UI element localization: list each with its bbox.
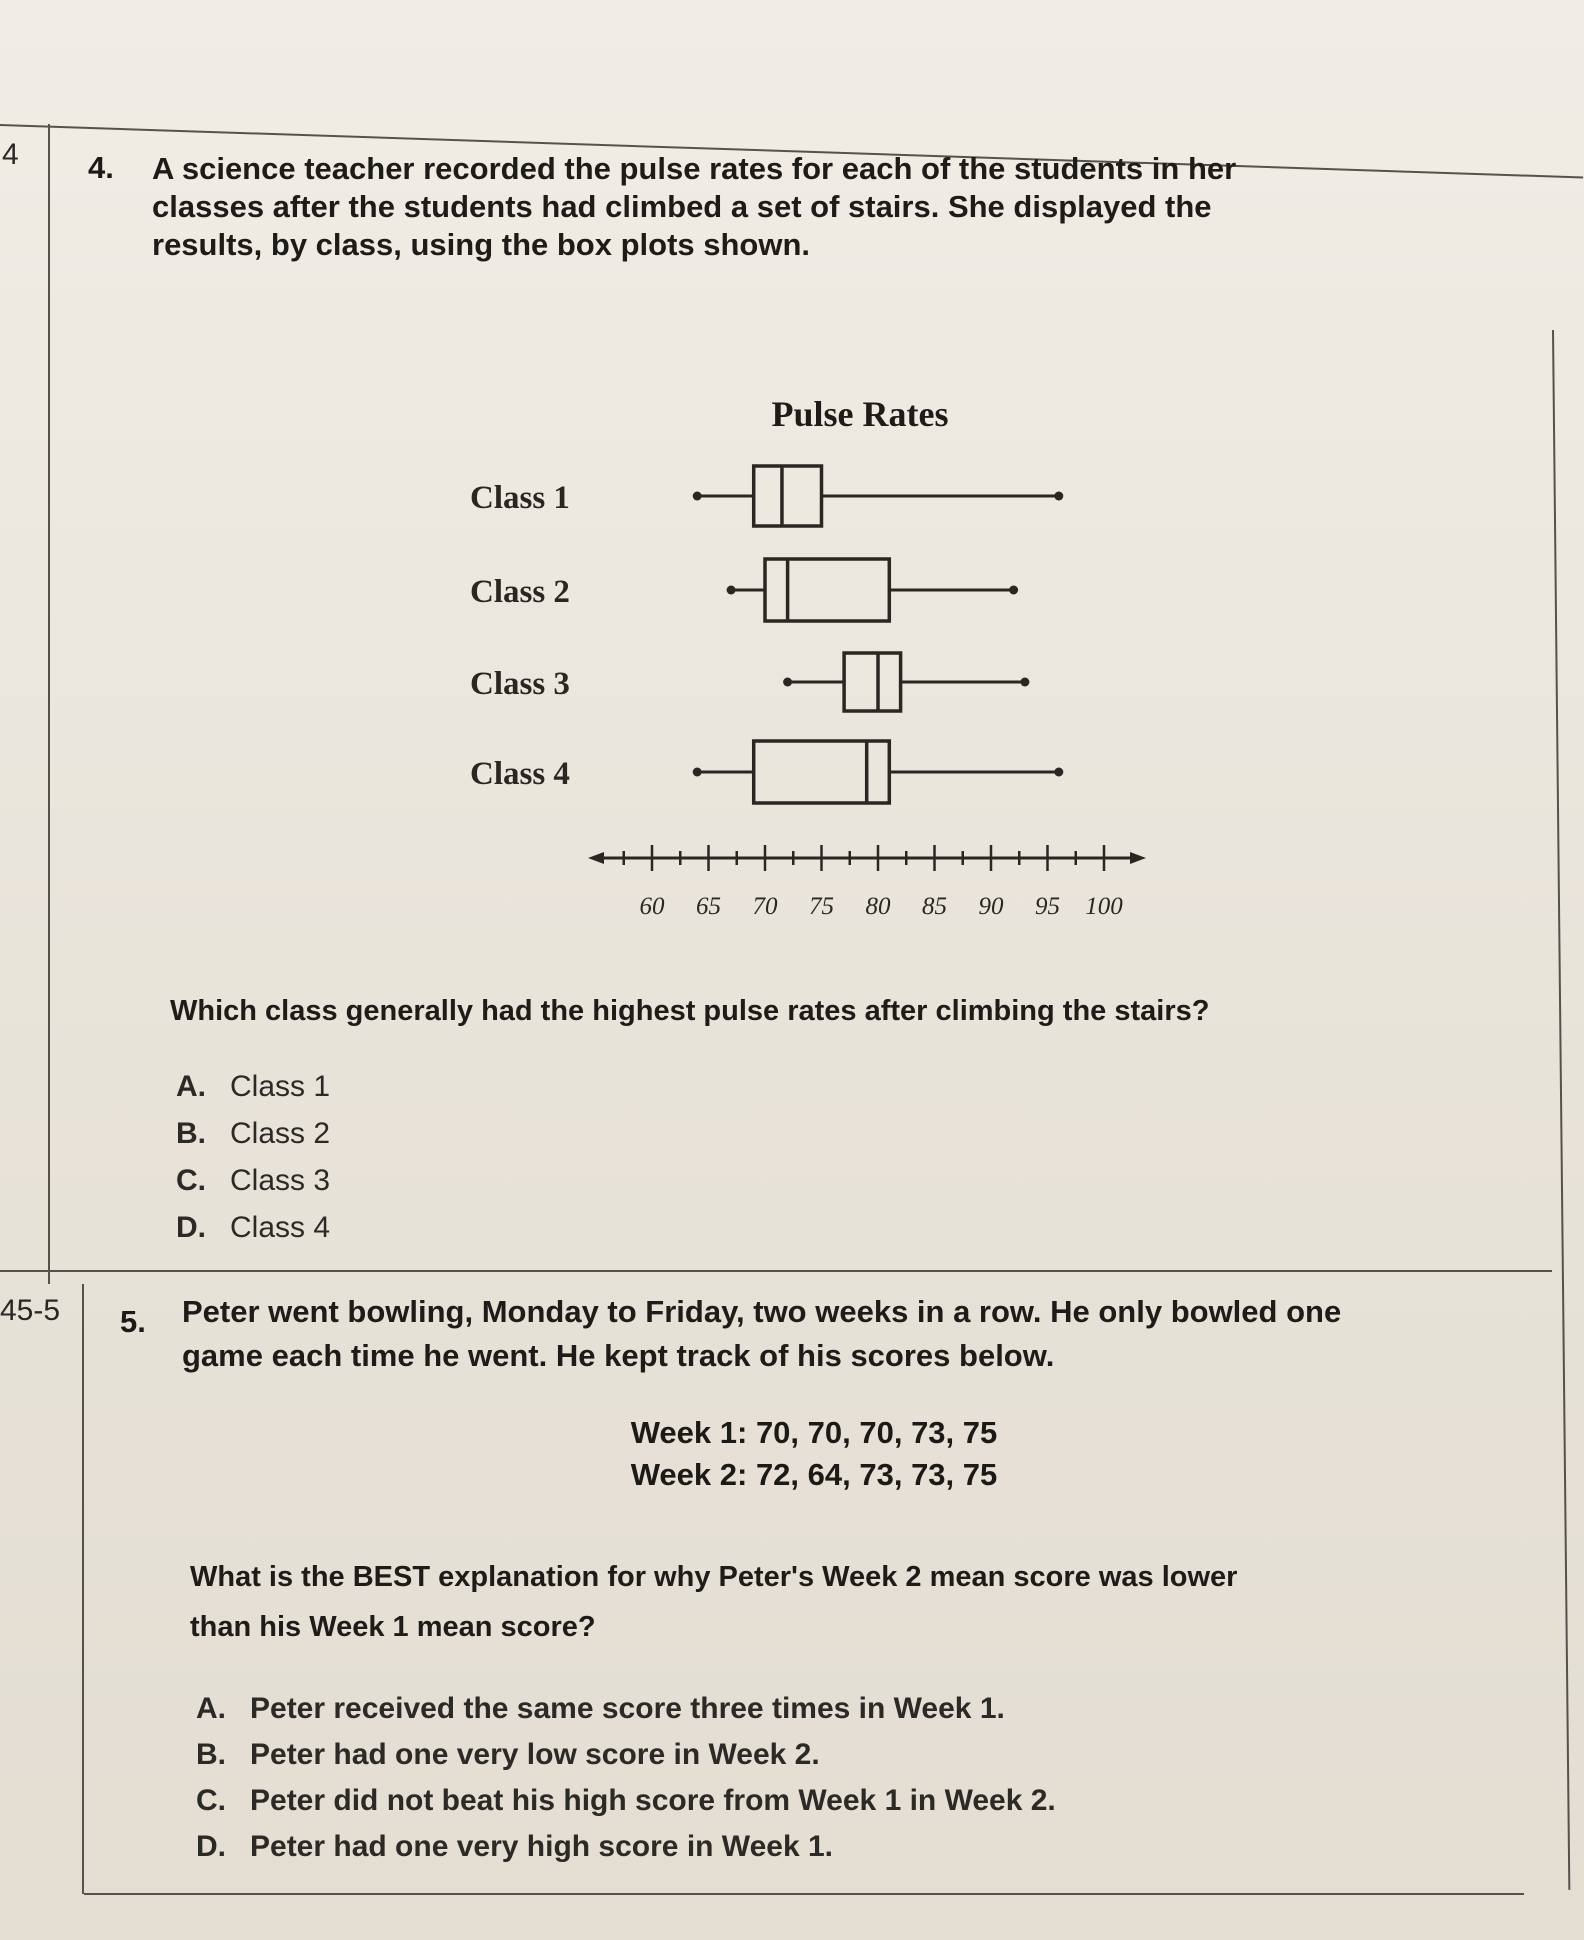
choice-letter: C. (196, 1784, 226, 1817)
q4-choice-a[interactable] (176, 1070, 330, 1104)
class-label: Class 4 (470, 756, 570, 792)
choice-text: Class 3 (230, 1164, 331, 1197)
q5-choice-a[interactable] (196, 1692, 1005, 1726)
q5-stem (182, 1290, 1522, 1378)
q4-question: Which class generally had the highest pulse rates after climbing the stairs? (170, 995, 1210, 1027)
tick-label: 75 (809, 893, 834, 920)
q4-stem-line: results, by class, using the box plots shown. (152, 227, 811, 262)
tick-label: 70 (752, 893, 778, 920)
choice-letter: A. (176, 1070, 206, 1103)
chart-title: Pulse Rates (771, 394, 949, 434)
week1-scores: Week 1: 70, 70, 70, 73, 75 (630, 1415, 998, 1450)
tick-label: 80 (865, 893, 891, 920)
q5-choice-b[interactable] (196, 1738, 820, 1772)
class-label: Class 1 (470, 480, 570, 516)
iqr-box (765, 559, 889, 621)
choice-text: Class 4 (230, 1211, 331, 1244)
left-rule-q5 (82, 1284, 84, 1894)
axis-arrow-left (588, 852, 604, 864)
q5-choice-c[interactable] (196, 1784, 1056, 1818)
boxplot-row-4 (470, 741, 1063, 803)
number-line-axis (588, 845, 1146, 920)
min-point (783, 678, 792, 687)
q4-margin-marker: 4 (2, 138, 19, 171)
bottom-rule (84, 1893, 1524, 1895)
min-point (693, 768, 702, 777)
q4-stem-line: classes after the students had climbed a set of stairs. She displayed the (152, 189, 1212, 224)
min-point (727, 586, 736, 595)
tick-label: 85 (922, 893, 947, 920)
q4-choice-b[interactable] (176, 1117, 330, 1151)
max-point (1054, 492, 1063, 501)
q5-question (190, 1552, 1530, 1652)
tick-label: 95 (1035, 893, 1060, 920)
choice-letter: A. (196, 1692, 226, 1725)
q4-number: 4. (88, 150, 114, 185)
tick-label: 100 (1085, 893, 1123, 920)
choice-letter: B. (176, 1117, 206, 1150)
choice-letter: D. (196, 1830, 226, 1863)
q5-number: 5. (120, 1304, 146, 1339)
q5-stem-line: game each time he went. He kept track of his scores below. (182, 1338, 1055, 1373)
class-label: Class 3 (470, 666, 570, 702)
bowling-scores (514, 1412, 1114, 1496)
max-point (1009, 586, 1018, 595)
middle-rule (0, 1270, 1552, 1272)
tick-label: 60 (639, 893, 665, 920)
choice-letter: D. (176, 1211, 206, 1244)
class-label: Class 2 (470, 574, 570, 610)
iqr-box (844, 653, 901, 711)
choice-text: Peter did not beat his high score from Week 1 in Week 2. (250, 1784, 1056, 1817)
iqr-box (754, 741, 890, 803)
q4-choice-d[interactable] (176, 1211, 330, 1245)
max-point (1054, 768, 1063, 777)
boxplot-row-3 (470, 653, 1029, 711)
boxplot-row-1 (470, 466, 1063, 526)
q5-stem-line: Peter went bowling, Monday to Friday, two weeks in a row. He only bowled one (182, 1294, 1342, 1329)
choice-letter: B. (196, 1738, 226, 1771)
choice-letter: C. (176, 1164, 206, 1197)
max-point (1020, 678, 1029, 687)
tick-label: 65 (696, 893, 721, 920)
min-point (693, 492, 702, 501)
iqr-box (754, 466, 822, 526)
q5-question-line: than his Week 1 mean score? (190, 1611, 596, 1643)
q5-choice-d[interactable] (196, 1830, 833, 1864)
choice-text: Class 1 (230, 1070, 331, 1103)
choice-text: Peter had one very high score in Week 1. (250, 1830, 833, 1863)
choice-text: Class 2 (230, 1117, 331, 1150)
q4-choice-c[interactable] (176, 1164, 330, 1198)
q4-stem-line: A science teacher recorded the pulse rates for each of the students in her (152, 151, 1237, 186)
tick-label: 90 (978, 893, 1004, 920)
axis-arrow-right (1130, 852, 1146, 864)
choice-text: Peter had one very low score in Week 2. (250, 1738, 820, 1771)
pulse-rates-boxplot (0, 0, 1584, 960)
week2-scores: Week 2: 72, 64, 73, 73, 75 (630, 1457, 998, 1492)
q5-margin-marker: 45-5 (0, 1294, 61, 1327)
choice-text: Peter received the same score three times in Week 1. (250, 1692, 1005, 1725)
boxplot-row-2 (470, 559, 1018, 621)
q5-question-line: What is the BEST explanation for why Peter's Week 2 mean score was lower (190, 1561, 1238, 1593)
